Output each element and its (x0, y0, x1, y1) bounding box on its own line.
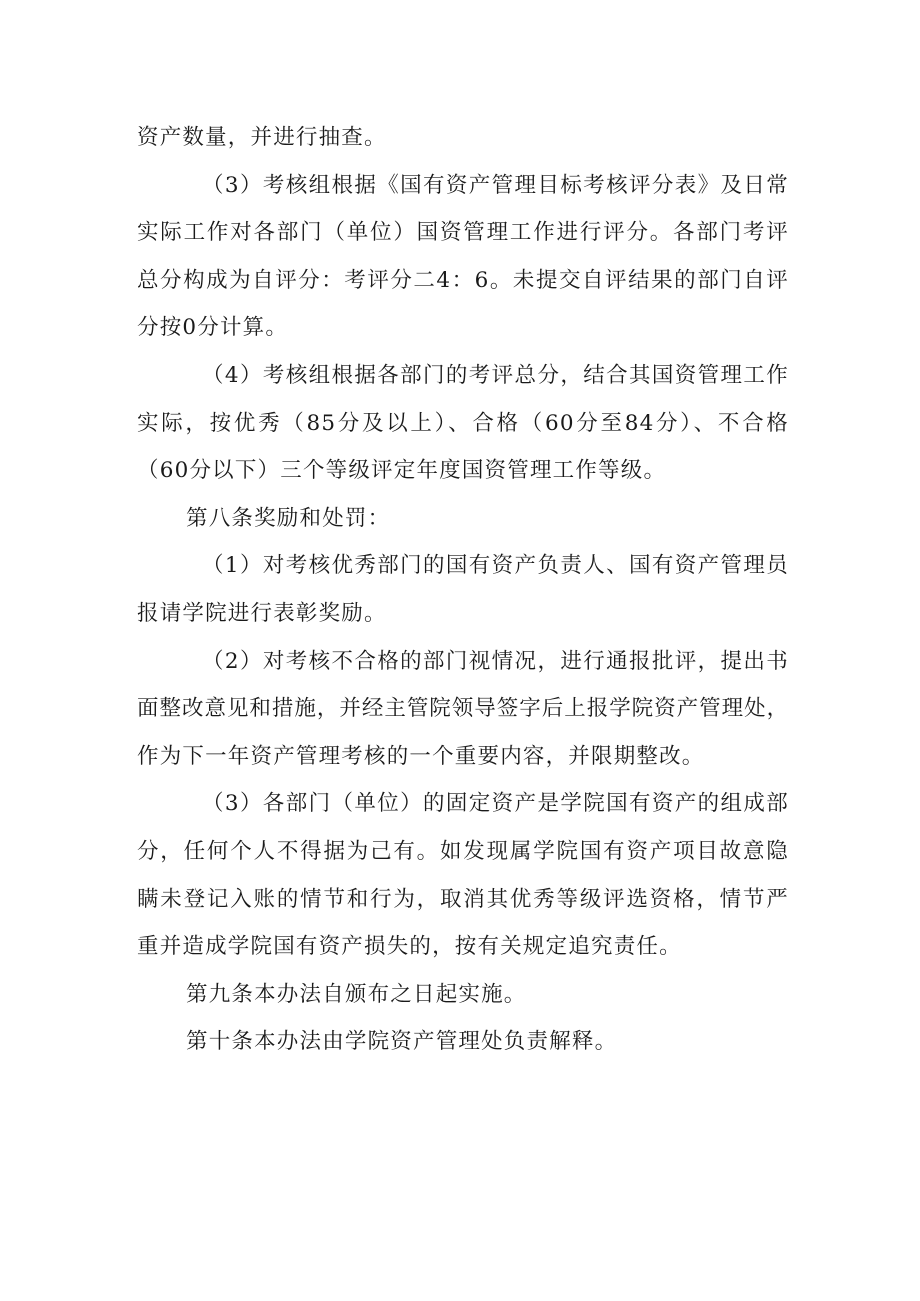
text-line: 第九条本办法自颁布之日起实施。 (186, 981, 527, 1007)
paragraph-asset-count (137, 114, 789, 162)
text-line: 第八条奖励和处罚： (186, 505, 391, 531)
paragraph-item-3-scoring (137, 162, 789, 352)
text-line: 重并造成学院国有资产损失的，按有关规定追究责任。 (137, 934, 682, 960)
paragraph-item-3-fixed-assets (137, 780, 789, 970)
text-line: （4）考核组根据各部门的考评总分，结合其国资管理工作 (202, 362, 789, 388)
text-line: 面整改意见和措施，并经主管院领导签字后上报学院资产管理处， (137, 696, 789, 722)
text-line: （60分以下）三个等级评定年度国资管理工作等级。 (137, 458, 667, 484)
text-line: （2）对考核不合格的部门视情况，进行通报批评，提出书 (202, 648, 789, 674)
text-line: 实际工作对各部门（单位）国资管理工作进行评分。各部门考评 (137, 220, 789, 246)
text-line: 总分构成为自评分：考评分二4：6。未提交自评结果的部门自评 (137, 267, 789, 293)
article-10 (137, 1018, 789, 1066)
text-line: 作为下一年资产管理考核的一个重要内容，并限期整改。 (137, 743, 705, 769)
text-line: 分按0分计算。 (137, 315, 289, 341)
paragraph-item-4-grading (137, 352, 789, 495)
paragraph-item-2-penalty (137, 638, 789, 781)
text-line: （1）对考核优秀部门的国有资产负责人、国有资产管理员 (202, 553, 789, 579)
text-line: 资产数量，并进行抽查。 (137, 125, 387, 150)
article-8-heading (137, 495, 789, 543)
text-line: （3）各部门（单位）的固定资产是学院国有资产的组成部 (202, 791, 789, 817)
text-line: 瞒未登记入账的情节和行为，取消其优秀等级评选资格，情节严 (137, 886, 789, 912)
document-body (137, 114, 789, 1066)
paragraph-item-1-reward (137, 542, 789, 637)
text-line: （3）考核组根据《国有资产管理目标考核评分表》及日常 (202, 172, 789, 198)
text-line: 实际，按优秀（85分及以上）、合格（60分至84分）、不合格 (137, 410, 789, 436)
text-line: 报请学院进行表彰奖励。 (137, 600, 387, 626)
article-9 (137, 971, 789, 1019)
text-line: 分，任何个人不得据为己有。如发现属学院国有资产项目故意隐 (137, 838, 789, 864)
text-line: 第十条本办法由学院资产管理处负责解释。 (186, 1029, 618, 1055)
